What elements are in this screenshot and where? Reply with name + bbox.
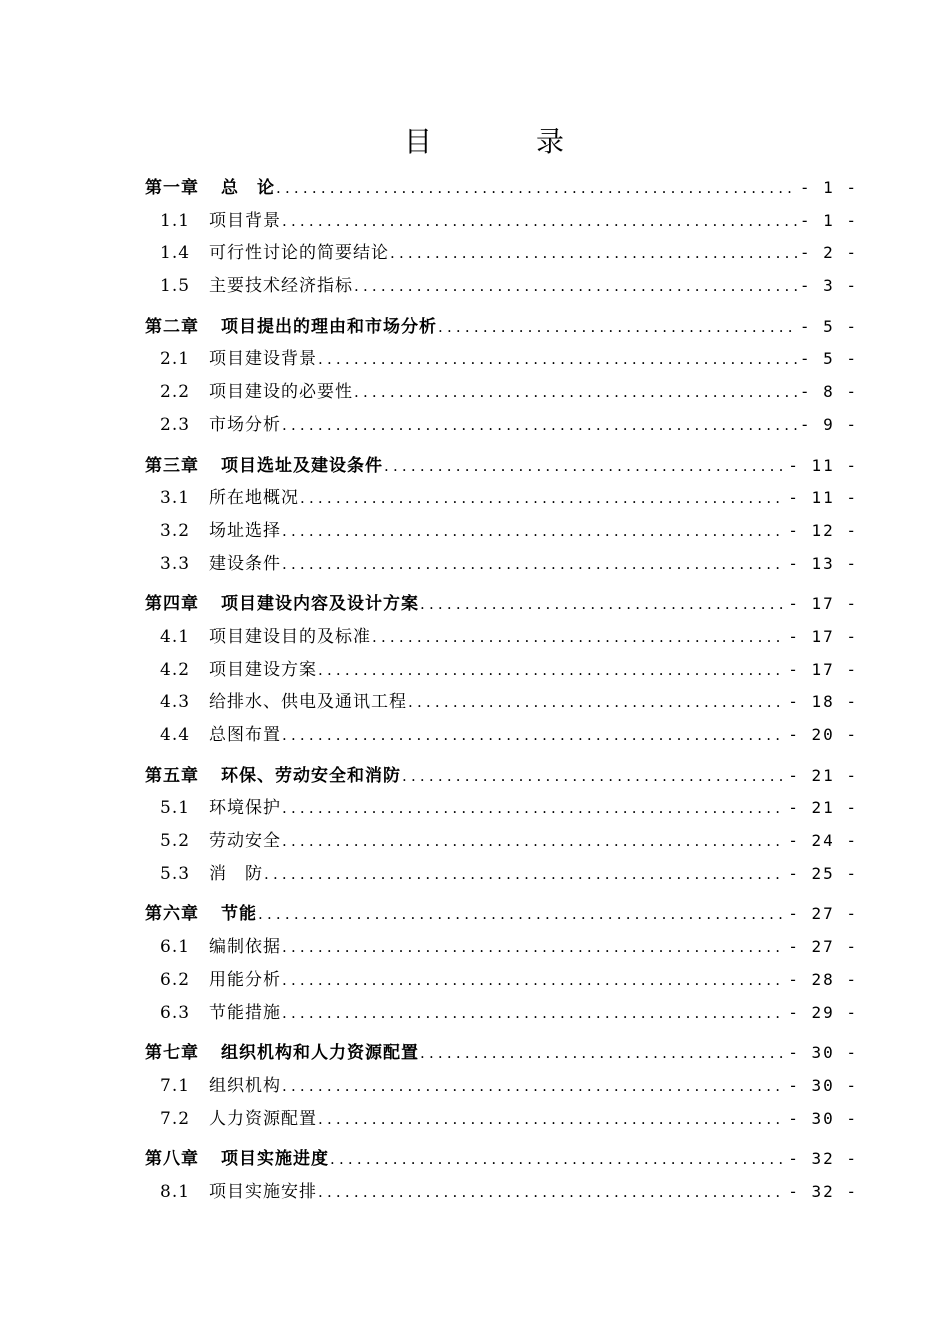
toc-page-number: - 20 - — [788, 725, 858, 744]
toc-section-entry[interactable] — [145, 205, 858, 238]
toc-entry-number: 1.5 — [160, 276, 191, 297]
toc-entry-title: 编制依据 — [209, 937, 281, 958]
toc-page-number: - 24 - — [788, 831, 858, 851]
table-of-contents — [145, 172, 858, 1209]
toc-entry-number: 5.1 — [160, 798, 191, 819]
toc-entry-title: 总 论 — [221, 178, 275, 198]
toc-dot-leader — [408, 686, 785, 719]
toc-page-number: - 17 - — [788, 626, 858, 646]
toc-dot-leader — [438, 311, 797, 344]
toc-page-number: - 27 - — [788, 937, 858, 957]
toc-entry-title: 可行性讨论的简要结论 — [209, 243, 389, 264]
toc-section-entry[interactable] — [145, 548, 858, 581]
toc-page-number: - 5 - — [799, 316, 858, 336]
toc-section-entry[interactable] — [145, 237, 858, 270]
toc-chapter-entry[interactable] — [145, 760, 858, 793]
toc-dot-leader — [318, 654, 785, 687]
toc-section-entry[interactable] — [145, 1103, 858, 1136]
toc-dot-leader — [282, 1070, 785, 1103]
toc-dot-leader — [420, 588, 785, 621]
toc-dot-leader — [354, 376, 797, 409]
toc-dot-leader — [384, 450, 785, 483]
toc-entry-number: 6.2 — [160, 969, 191, 990]
toc-page-number: - 1 - — [799, 178, 858, 197]
toc-section-entry[interactable] — [145, 482, 858, 515]
toc-section-entry[interactable] — [145, 1176, 858, 1209]
toc-page-number: - 1 - — [799, 210, 858, 230]
toc-entry-number: 5.2 — [160, 831, 191, 852]
toc-entry-title: 项目建设内容及设计方案 — [221, 594, 419, 615]
toc-page-number: - 32 - — [788, 1181, 858, 1201]
toc-entry-number: 7.2 — [160, 1108, 191, 1129]
toc-entry-number: 2.3 — [160, 414, 191, 435]
toc-entry-number: 3.2 — [160, 520, 191, 541]
toc-section-entry[interactable] — [145, 270, 858, 303]
toc-entry-title: 项目建设方案 — [209, 659, 317, 680]
toc-section-entry[interactable] — [145, 825, 858, 858]
toc-entry-title: 组织机构 — [209, 1075, 281, 1096]
toc-dot-leader — [258, 898, 785, 931]
toc-entry-title: 项目选址及建设条件 — [221, 455, 383, 476]
toc-entry-title: 项目背景 — [209, 210, 281, 231]
toc-entry-number: 4.3 — [160, 692, 191, 713]
toc-entry-title: 消 防 — [209, 863, 263, 884]
toc-chapter-entry[interactable] — [145, 450, 858, 483]
toc-section-entry[interactable] — [145, 621, 858, 654]
toc-section-entry[interactable] — [145, 964, 858, 997]
toc-dot-leader — [276, 172, 797, 205]
toc-section-entry[interactable] — [145, 931, 858, 964]
toc-dot-leader — [282, 792, 785, 825]
toc-section-entry[interactable] — [145, 1070, 858, 1103]
toc-entry-title: 节能措施 — [209, 1002, 281, 1023]
toc-page-number: - 17 - — [788, 659, 858, 679]
toc-entry-number: 4.4 — [160, 725, 191, 745]
toc-section-entry[interactable] — [145, 409, 858, 442]
toc-entry-number: 第三章 — [145, 455, 199, 476]
toc-page-number: - 21 - — [788, 765, 858, 785]
toc-dot-leader — [282, 205, 797, 238]
toc-entry-number: 第五章 — [145, 765, 199, 786]
toc-page-number: - 11 - — [788, 455, 858, 475]
toc-entry-title: 主要技术经济指标 — [209, 276, 353, 297]
toc-chapter-entry[interactable] — [145, 1037, 858, 1070]
toc-page-number: - 27 - — [788, 904, 858, 924]
toc-page-number: - 18 - — [788, 692, 858, 712]
toc-dot-leader — [330, 1143, 785, 1176]
toc-dot-leader — [318, 343, 797, 376]
toc-entry-number: 第八章 — [145, 1149, 199, 1170]
toc-entry-title: 组织机构和人力资源配置 — [221, 1043, 419, 1064]
toc-entry-number: 第七章 — [145, 1043, 199, 1064]
toc-dot-leader — [390, 237, 797, 270]
toc-entry-number: 6.1 — [160, 937, 191, 958]
toc-section-entry[interactable] — [145, 686, 858, 719]
toc-entry-title: 人力资源配置 — [209, 1108, 317, 1129]
toc-dot-leader — [420, 1037, 785, 1070]
toc-dot-leader — [282, 515, 785, 548]
toc-page-number: - 30 - — [788, 1075, 858, 1095]
toc-entry-title: 劳动安全 — [209, 831, 281, 852]
toc-chapter-entry[interactable] — [145, 898, 858, 931]
toc-entry-number: 2.1 — [160, 349, 191, 370]
toc-entry-number: 第一章 — [145, 178, 199, 198]
toc-dot-leader — [282, 931, 785, 964]
toc-chapter-entry[interactable] — [145, 588, 858, 621]
toc-page-number: - 32 - — [788, 1149, 858, 1169]
toc-page-number: - 30 - — [788, 1043, 858, 1063]
toc-dot-leader — [402, 760, 785, 793]
toc-entry-title: 总图布置 — [209, 725, 281, 745]
toc-entry-number: 4.2 — [160, 659, 191, 680]
toc-entry-title: 建设条件 — [209, 553, 281, 574]
toc-dot-leader — [282, 997, 785, 1030]
toc-page-number: - 5 - — [799, 349, 858, 369]
toc-dot-leader — [282, 825, 785, 858]
toc-page-number: - 29 - — [788, 1002, 858, 1022]
toc-dot-leader — [354, 270, 797, 303]
toc-dot-leader — [300, 482, 785, 515]
toc-page-number: - 3 - — [799, 276, 858, 296]
toc-entry-title: 给排水、供电及通讯工程 — [209, 692, 407, 713]
toc-entry-title: 项目建设背景 — [209, 349, 317, 370]
toc-entry-number: 4.1 — [160, 626, 191, 647]
toc-page-number: - 2 - — [799, 243, 858, 263]
toc-dot-leader — [282, 409, 797, 442]
toc-page-number: - 11 - — [788, 488, 858, 508]
toc-entry-number: 第二章 — [145, 316, 199, 337]
toc-entry-number: 5.3 — [160, 863, 191, 884]
toc-entry-title: 项目建设目的及标准 — [209, 626, 371, 647]
toc-entry-title: 项目实施安排 — [209, 1181, 317, 1202]
toc-entry-title: 场址选择 — [209, 520, 281, 541]
toc-entry-title: 项目建设的必要性 — [209, 382, 353, 403]
toc-entry-title: 节能 — [221, 904, 257, 925]
toc-entry-title: 项目实施进度 — [221, 1149, 329, 1170]
toc-dot-leader — [264, 858, 785, 891]
toc-entry-number: 1.4 — [160, 243, 191, 264]
toc-section-entry[interactable] — [145, 515, 858, 548]
toc-entry-number: 6.3 — [160, 1002, 191, 1023]
toc-entry-title: 项目提出的理由和市场分析 — [221, 316, 437, 337]
toc-page-number: - 21 - — [788, 798, 858, 818]
toc-page-number: - 28 - — [788, 969, 858, 989]
toc-page-number: - 8 - — [799, 382, 858, 402]
toc-entry-number: 3.1 — [160, 488, 191, 509]
toc-section-entry[interactable] — [145, 858, 858, 891]
toc-entry-title: 环境保护 — [209, 798, 281, 819]
toc-page-number: - 25 - — [788, 863, 858, 883]
toc-page-number: - 30 - — [788, 1108, 858, 1128]
toc-entry-number: 第六章 — [145, 904, 199, 925]
toc-page-number: - 13 - — [788, 553, 858, 573]
toc-entry-number: 7.1 — [160, 1075, 191, 1096]
toc-title: 目 录 — [403, 125, 602, 158]
toc-entry-number: 3.3 — [160, 553, 191, 574]
toc-section-entry[interactable] — [145, 376, 858, 409]
toc-entry-title: 所在地概况 — [209, 488, 299, 509]
toc-dot-leader — [282, 548, 785, 581]
toc-entry-number: 1.1 — [160, 210, 191, 231]
toc-chapter-entry[interactable] — [145, 1143, 858, 1176]
toc-section-entry[interactable] — [145, 997, 858, 1030]
toc-dot-leader — [318, 1103, 785, 1136]
toc-entry-number: 8.1 — [160, 1181, 191, 1202]
toc-page-number: - 12 - — [788, 520, 858, 540]
toc-chapter-entry[interactable] — [145, 311, 858, 344]
toc-page-number: - 9 - — [799, 414, 858, 434]
toc-section-entry[interactable] — [145, 654, 858, 687]
toc-dot-leader — [282, 964, 785, 997]
toc-dot-leader — [318, 1176, 785, 1209]
toc-entry-number: 第四章 — [145, 594, 199, 615]
toc-entry-number: 2.2 — [160, 382, 191, 403]
toc-page-number: - 17 - — [788, 594, 858, 614]
toc-section-entry[interactable] — [145, 343, 858, 376]
toc-dot-leader — [372, 621, 785, 654]
toc-entry-title: 环保、劳动安全和消防 — [221, 765, 401, 786]
toc-chapter-entry[interactable] — [145, 172, 858, 205]
toc-entry-title: 用能分析 — [209, 969, 281, 990]
toc-section-entry[interactable] — [145, 719, 858, 752]
toc-section-entry[interactable] — [145, 792, 858, 825]
toc-entry-title: 市场分析 — [209, 414, 281, 435]
toc-dot-leader — [282, 719, 785, 752]
